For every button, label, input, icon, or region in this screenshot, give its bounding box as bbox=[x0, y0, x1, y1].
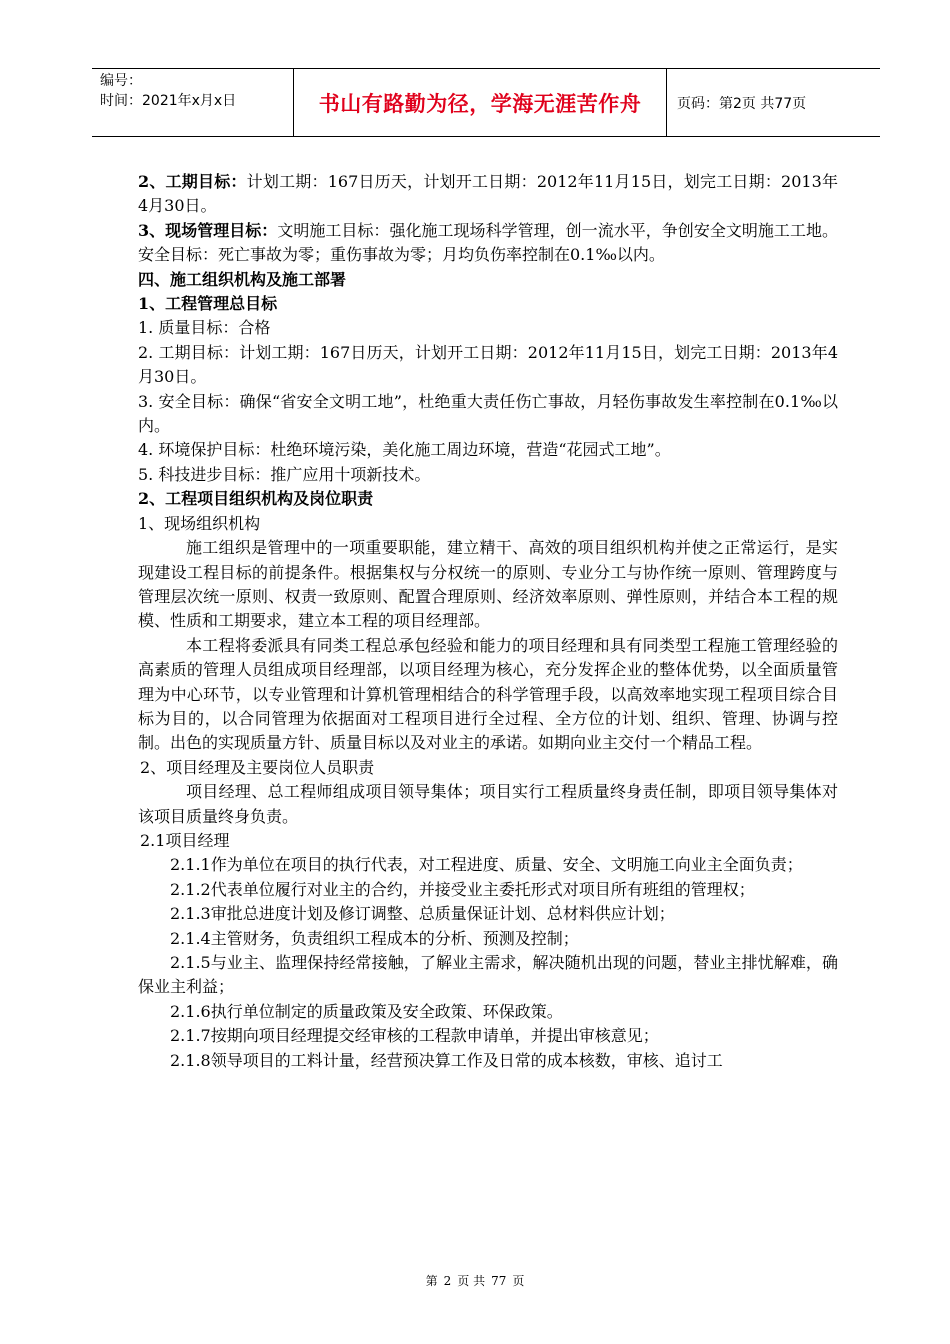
header-page-label: 页码：第2页 共77页 bbox=[677, 95, 807, 112]
duty-item: 2.1.5与业主、监理保持经常接触，了解业主需求，解决随机出现的问题，替业主排忧解难，确保业主利益； bbox=[138, 953, 838, 997]
list-item: 4. 环境保护目标：杜绝环境污染，美化施工周边环境，营造“花园式工地”。 bbox=[138, 440, 671, 460]
duty-item: 2.1.1作为单位在项目的执行代表，对工程进度、质量、安全、文明施工向业主全面负责； bbox=[170, 855, 803, 875]
duty-item: 2.1.8领导项目的工料计量，经营预决算工作及日常的成本核数，审核、追讨工 bbox=[170, 1050, 723, 1070]
duty-item: 2.1.4主管财务，负责组织工程成本的分析、预测及控制； bbox=[170, 928, 579, 948]
document-header bbox=[92, 68, 880, 137]
footer-total-pages: 77 bbox=[491, 1274, 507, 1288]
header-slogan: 书山有路勤为径，学海无涯苦作舟 bbox=[318, 91, 642, 116]
document-body bbox=[138, 170, 838, 1073]
footer-page-number: 2 bbox=[443, 1274, 452, 1288]
subheading-overall-goal: 1、工程管理总目标 bbox=[138, 294, 278, 314]
section2-title: 2、项目经理及主要岗位人员职责 bbox=[140, 757, 375, 777]
list-item: 3. 安全目标：确保“省安全文明工地”，杜绝重大责任伤亡事故，月轻伤事故发生率控制在0.1‰以内。 bbox=[138, 391, 838, 436]
list-item: 5. 科技进步目标：推广应用十项新技术。 bbox=[138, 464, 431, 484]
duty-item: 2.1.2代表单位履行对业主的合约，并接受业主委托形式对项目所有班组的管理权； bbox=[170, 879, 755, 899]
subheading-site-organization: 1、现场组织机构 bbox=[138, 513, 261, 533]
page-footer: 第 2 页 共 77 页 bbox=[425, 1274, 525, 1288]
list-item: 1. 质量目标：合格 bbox=[138, 318, 271, 338]
header-time-label: 时间：2021年x月x日 bbox=[100, 93, 237, 109]
header-number-label: 编号： bbox=[100, 73, 142, 89]
subsection-title: 2.1项目经理 bbox=[140, 830, 230, 850]
goal-site-management: 3、现场管理目标：文明施工目标：强化施工现场科学管理，创一流水平，争创安全文明施工工地。安全目标：死亡事故为零；重伤事故为零；月均负伤率控制在0.1‰以内。 bbox=[138, 220, 838, 265]
duty-item: 2.1.7按期向项目经理提交经审核的工程款申请单，并提出审核意见； bbox=[170, 1026, 659, 1046]
header-slogan-cell bbox=[293, 69, 667, 136]
paragraph: 施工组织是管理中的一项重要职能，建立精干、高效的项目组织机构并使之正常运行，是实现建设工程目标的前提条件。根据集权与分权统一的原则、专业分工与协作统一原则、管理跨度与管理层次统一原则、权责一致原则、配置合理原则、经济效率原则、弹性原则，并结合本工程的规模、性质和工期要求，建立本工程的项目经理部。 bbox=[138, 538, 838, 631]
section-heading-4: 四、施工组织机构及施工部署 bbox=[138, 269, 347, 289]
subheading-organization: 2、工程项目组织机构及岗位职责 bbox=[138, 489, 374, 509]
duty-item: 2.1.3审批总进度计划及修订调整、总质量保证计划、总材料供应计划； bbox=[170, 904, 675, 924]
header-meta bbox=[92, 69, 293, 136]
paragraph: 本工程将委派具有同类工程总承包经验和能力的项目经理和具有同类型工程施工管理经验的高素质的管理人员组成项目经理部，以项目经理为核心，充分发挥企业的整体优势，以全面质量管理为中心环节，以专业管理和计算机管理相结合的科学管理手段，以高效率地实现工程项目综合目标为目的，以合同管理为依据面对工程项目进行全过程、全方位的计划、组织、管理、协调与控制。出色的实现质量方针、质量目标以及对业主的承诺。如期向业主交付一个精品工程。 bbox=[138, 635, 838, 753]
goal-schedule: 2、工期目标：计划工期：167日历天，计划开工日期：2012年11月15日，划完工日期：2013年4月30日。 bbox=[138, 172, 838, 216]
list-item: 2. 工期目标：计划工期：167日历天，计划开工日期：2012年11月15日，划完工日期：2013年4月30日。 bbox=[138, 342, 838, 387]
paragraph: 项目经理、总工程师组成项目领导集体；项目实行工程质量终身责任制，即项目领导集体对该项目质量终身负责。 bbox=[138, 782, 838, 826]
header-page-cell bbox=[667, 69, 880, 136]
duty-item: 2.1.6执行单位制定的质量政策及安全政策、环保政策。 bbox=[170, 1001, 563, 1021]
